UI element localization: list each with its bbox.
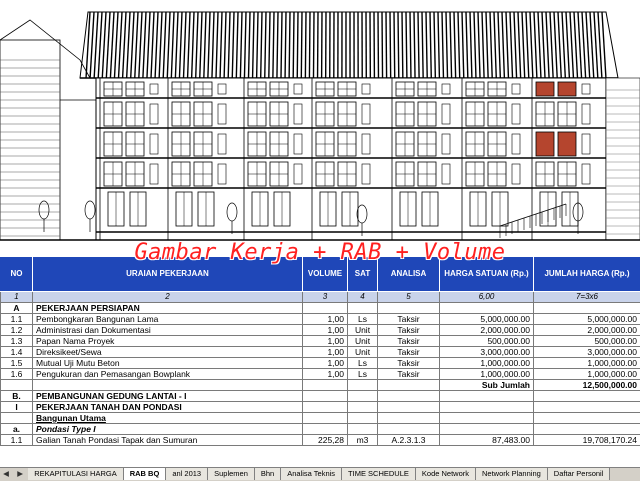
table-row: [1, 391, 640, 402]
cell-uraian[interactable]: PEKERJAAN PERSIAPAN: [33, 303, 303, 314]
cell-jumlah-harga[interactable]: 1,000,000.00: [534, 358, 640, 369]
cell-harga-satuan[interactable]: 2,000,000.00: [440, 325, 534, 336]
cell-analisa[interactable]: Taksir: [378, 325, 440, 336]
sheet-tab[interactable]: RAB BQ: [124, 468, 167, 480]
cell-uraian[interactable]: [33, 380, 303, 391]
cell-harga-satuan[interactable]: 1,000,000.00: [440, 369, 534, 380]
cell-uraian[interactable]: PEKERJAAN TANAH DAN PONDASI: [33, 402, 303, 413]
table-row: [1, 435, 640, 446]
cell-uraian[interactable]: Pembongkaran Bangunan Lama: [33, 314, 303, 325]
header-cell-sat[interactable]: SAT: [348, 257, 378, 292]
header-cell-volume[interactable]: VOLUME: [303, 257, 348, 292]
cell-analisa[interactable]: [378, 303, 440, 314]
header-cell-uraian[interactable]: URAIAN PEKERJAAN: [33, 257, 303, 292]
cell-no[interactable]: 1.4: [1, 347, 33, 358]
cell-jumlah-harga[interactable]: [534, 402, 640, 413]
cell-volume[interactable]: 1,00: [303, 325, 348, 336]
cell-volume[interactable]: [303, 391, 348, 402]
cell-sat[interactable]: [348, 413, 378, 424]
small-window: [294, 84, 302, 94]
cell-analisa[interactable]: A.2.3.1.3: [378, 435, 440, 446]
cell-sat[interactable]: Unit: [348, 336, 378, 347]
cell-no[interactable]: A: [1, 303, 33, 314]
cell-jumlah-harga[interactable]: 3,000,000.00: [534, 347, 640, 358]
table-header-row: [1, 257, 640, 292]
roof-slat: [289, 12, 290, 78]
cell-jumlah-harga[interactable]: 12,500,000.00: [534, 380, 640, 391]
cell-sat[interactable]: [348, 391, 378, 402]
caption-text: Gambar Kerja + RAB + Volume: [134, 240, 505, 265]
cell-uraian[interactable]: Bangunan Utama: [33, 413, 303, 424]
cell-no[interactable]: 1.3: [1, 336, 33, 347]
cell-uraian[interactable]: Pengukuran dan Pemasangan Bowplank: [33, 369, 303, 380]
small-window: [582, 134, 590, 154]
cell-uraian[interactable]: Pondasi Type I: [33, 424, 303, 435]
cell-no[interactable]: a.: [1, 424, 33, 435]
cell-harga-satuan[interactable]: [440, 391, 534, 402]
small-window: [582, 104, 590, 124]
cell-harga-satuan[interactable]: 1,000,000.00: [440, 358, 534, 369]
cell-jumlah-harga[interactable]: [534, 303, 640, 314]
cell-sat[interactable]: Unit: [348, 325, 378, 336]
small-window: [218, 104, 226, 124]
small-window: [512, 134, 520, 154]
table-row: [1, 402, 640, 413]
roof-slat: [410, 12, 411, 78]
small-window: [362, 134, 370, 154]
index-cell[interactable]: 2: [33, 292, 303, 303]
tab-scroll-next-icon[interactable]: ▶: [14, 468, 26, 480]
cell-harga-satuan[interactable]: 500,000.00: [440, 336, 534, 347]
index-cell[interactable]: 7=3x6: [534, 292, 640, 303]
cell-analisa[interactable]: Taksir: [378, 347, 440, 358]
cell-volume[interactable]: 1,00: [303, 369, 348, 380]
cell-volume[interactable]: 1,00: [303, 314, 348, 325]
table-row: [1, 347, 640, 358]
roof-slat: [402, 12, 403, 78]
small-window: [294, 104, 302, 124]
cell-volume[interactable]: 225,28: [303, 435, 348, 446]
cell-harga-satuan[interactable]: 3,000,000.00: [440, 347, 534, 358]
cell-analisa[interactable]: Taksir: [378, 314, 440, 325]
sheet-tab[interactable]: Bhn: [255, 468, 281, 480]
sheet-tab[interactable]: Daftar Personil: [548, 468, 611, 480]
roof-slat: [406, 12, 407, 78]
tree-sketch: [85, 201, 95, 219]
cell-no[interactable]: [1, 380, 33, 391]
cell-sat[interactable]: Ls: [348, 314, 378, 325]
small-window: [362, 164, 370, 184]
cell-jumlah-harga[interactable]: 500,000.00: [534, 336, 640, 347]
small-window: [150, 84, 158, 94]
rab-table: [0, 256, 640, 446]
small-window: [442, 164, 450, 184]
roof-slat: [386, 12, 387, 78]
brick-panel: [536, 82, 554, 96]
sheet-tab[interactable]: Suplemen: [208, 468, 255, 480]
header-cell-jumlah-harga[interactable]: JUMLAH HARGA (Rp.): [534, 257, 640, 292]
cell-harga-satuan[interactable]: Sub Jumlah: [440, 380, 534, 391]
roof-slat: [398, 12, 399, 78]
cell-harga-satuan[interactable]: 87,483.00: [440, 435, 534, 446]
roof-slat: [309, 12, 310, 78]
cell-analisa[interactable]: Taksir: [378, 358, 440, 369]
cell-no[interactable]: 1.6: [1, 369, 33, 380]
brick-panel: [558, 132, 576, 156]
small-window: [582, 84, 590, 94]
cell-no[interactable]: I: [1, 402, 33, 413]
index-cell[interactable]: 5: [378, 292, 440, 303]
roof-slat: [297, 12, 298, 78]
small-window: [218, 164, 226, 184]
table-row: [1, 413, 640, 424]
tab-scroll-first-icon[interactable]: ◀: [0, 468, 12, 480]
brick-panel: [558, 82, 576, 96]
small-window: [362, 84, 370, 94]
cell-no[interactable]: B.: [1, 391, 33, 402]
small-window: [512, 104, 520, 124]
table-row: [1, 314, 640, 325]
sheet-tab[interactable]: anl 2013: [166, 468, 208, 480]
small-window: [218, 134, 226, 154]
roof-slat: [313, 12, 314, 78]
roof-slat: [293, 12, 294, 78]
small-window: [582, 164, 590, 184]
cell-harga-satuan[interactable]: [440, 413, 534, 424]
cell-jumlah-harga[interactable]: [534, 391, 640, 402]
header-cell-harga-satuan[interactable]: HARGA SATUAN (Rp.): [440, 257, 534, 292]
cell-uraian[interactable]: PEMBANGUNAN GEDUNG LANTAI - I: [33, 391, 303, 402]
cell-sat[interactable]: [348, 303, 378, 314]
cell-analisa[interactable]: [378, 391, 440, 402]
cell-sat[interactable]: Unit: [348, 347, 378, 358]
cell-no[interactable]: 1.2: [1, 325, 33, 336]
table-row: [1, 358, 640, 369]
small-window: [294, 164, 302, 184]
cell-jumlah-harga[interactable]: [534, 424, 640, 435]
small-window: [512, 164, 520, 184]
cell-uraian[interactable]: Administrasi dan Dokumentasi: [33, 325, 303, 336]
small-window: [442, 104, 450, 124]
cell-harga-satuan[interactable]: [440, 402, 534, 413]
roof-slat: [390, 12, 391, 78]
cell-volume[interactable]: [303, 413, 348, 424]
small-window: [442, 134, 450, 154]
cell-volume[interactable]: [303, 380, 348, 391]
cell-sat[interactable]: [348, 380, 378, 391]
sheet-tab[interactable]: Network Planning: [476, 468, 548, 480]
small-window: [362, 104, 370, 124]
sheet-tab[interactable]: Kode Network: [416, 468, 476, 480]
cell-volume[interactable]: 1,00: [303, 358, 348, 369]
cell-uraian[interactable]: Direksikeet/Sewa: [33, 347, 303, 358]
cell-jumlah-harga[interactable]: 1,000,000.00: [534, 369, 640, 380]
cell-volume[interactable]: 1,00: [303, 347, 348, 358]
cell-jumlah-harga[interactable]: 2,000,000.00: [534, 325, 640, 336]
small-window: [294, 134, 302, 154]
table-index-row: [1, 292, 640, 303]
header-cell-no[interactable]: NO: [1, 257, 33, 292]
table-row: [1, 303, 640, 314]
sheet-tab[interactable]: Analisa Teknis: [281, 468, 342, 480]
roof-slat: [285, 12, 286, 78]
cell-uraian[interactable]: Papan Nama Proyek: [33, 336, 303, 347]
table-row: [1, 336, 640, 347]
cell-analisa[interactable]: [378, 402, 440, 413]
cell-uraian[interactable]: Galian Tanah Pondasi Tapak dan Sumuran: [33, 435, 303, 446]
table-row: [1, 424, 640, 435]
cell-harga-satuan[interactable]: 5,000,000.00: [440, 314, 534, 325]
cell-no[interactable]: [1, 413, 33, 424]
cell-analisa[interactable]: Taksir: [378, 336, 440, 347]
cell-no[interactable]: 1.5: [1, 358, 33, 369]
index-cell[interactable]: 3: [303, 292, 348, 303]
cell-analisa[interactable]: [378, 380, 440, 391]
cell-sat[interactable]: [348, 424, 378, 435]
spreadsheet-rab: [0, 256, 640, 467]
small-window: [218, 84, 226, 94]
small-window: [442, 84, 450, 94]
table-row: [1, 380, 640, 391]
sheet-tab-list: [28, 468, 610, 477]
cell-sat[interactable]: m3: [348, 435, 378, 446]
small-window: [150, 134, 158, 154]
cell-jumlah-harga[interactable]: [534, 413, 640, 424]
roof-slat: [305, 12, 306, 78]
cell-jumlah-harga[interactable]: 5,000,000.00: [534, 314, 640, 325]
index-cell[interactable]: 1: [1, 292, 33, 303]
roof-slat: [394, 12, 395, 78]
sheet-tab[interactable]: TIME SCHEDULE: [342, 468, 416, 480]
index-cell[interactable]: 6,00: [440, 292, 534, 303]
roof-slat: [382, 12, 383, 78]
cell-sat[interactable]: Ls: [348, 369, 378, 380]
cell-sat[interactable]: [348, 402, 378, 413]
index-cell[interactable]: 4: [348, 292, 378, 303]
small-window: [512, 84, 520, 94]
cell-analisa[interactable]: [378, 424, 440, 435]
cell-analisa[interactable]: [378, 413, 440, 424]
table-row: [1, 369, 640, 380]
cell-harga-satuan[interactable]: [440, 303, 534, 314]
sheet-tab-bar: [0, 467, 640, 481]
cell-volume[interactable]: [303, 424, 348, 435]
cell-no[interactable]: 1.1: [1, 435, 33, 446]
sheet-tab[interactable]: REKAPITULASI HARGA: [28, 468, 124, 480]
brick-panel: [536, 132, 554, 156]
cell-volume[interactable]: 1,00: [303, 336, 348, 347]
cell-uraian[interactable]: Mutual Uji Mutu Beton: [33, 358, 303, 369]
cell-harga-satuan[interactable]: [440, 424, 534, 435]
cell-analisa[interactable]: Taksir: [378, 369, 440, 380]
roof-slat: [301, 12, 302, 78]
small-window: [150, 104, 158, 124]
cell-volume[interactable]: [303, 402, 348, 413]
cell-jumlah-harga[interactable]: 19,708,170.24: [534, 435, 640, 446]
cell-no[interactable]: 1.1: [1, 314, 33, 325]
table-row: [1, 325, 640, 336]
small-window: [150, 164, 158, 184]
cell-volume[interactable]: [303, 303, 348, 314]
right-wing: [606, 78, 640, 240]
cell-sat[interactable]: Ls: [348, 358, 378, 369]
header-cell-analisa[interactable]: ANALISA: [378, 257, 440, 292]
